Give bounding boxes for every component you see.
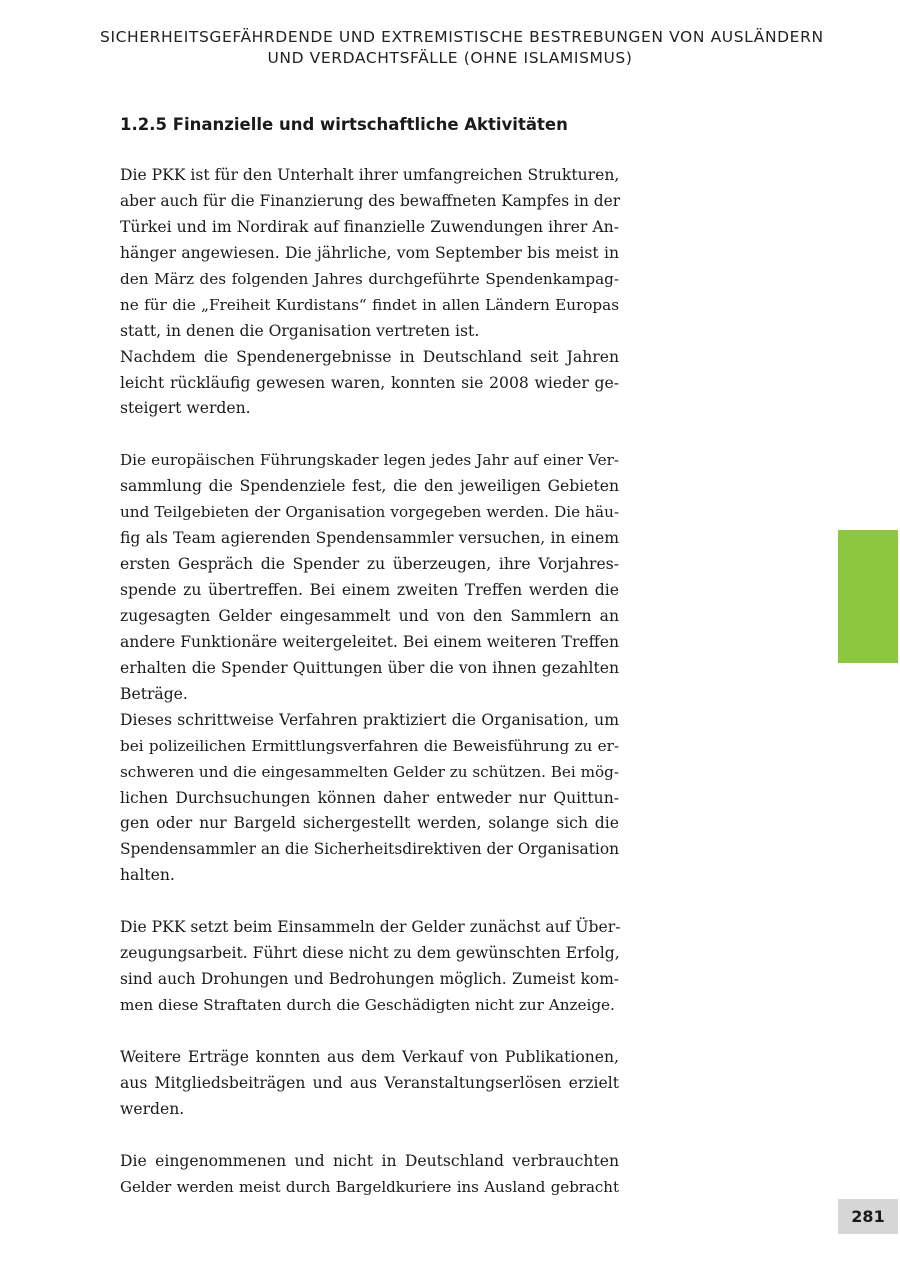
text-line: sammlung die Spendenziele fest, die den jeweiligen Gebieten bbox=[120, 477, 619, 496]
running-header bbox=[100, 27, 824, 69]
text-line: den März des folgenden Jahres durchgeführte Spendenkampag- bbox=[120, 269, 619, 288]
text-line: statt, in denen die Organisation vertreten ist. bbox=[120, 321, 480, 340]
text-line: gen oder nur Bargeld sichergestellt werden, solange sich die bbox=[120, 814, 619, 833]
text-line: erhalten die Spender Quittungen über die von ihnen gezahlten bbox=[120, 658, 619, 677]
text-line: leicht rückläufig gewesen waren, konnten sie 2008 wieder ge- bbox=[120, 373, 619, 392]
text-line: aus Mitgliedsbeiträgen und aus Veranstaltungserlösen erzielt bbox=[120, 1073, 619, 1092]
text-line: Weitere Erträge konnten aus dem Verkauf von Publikationen, bbox=[120, 1047, 619, 1066]
running-header-line-1: SICHERHEITSGEFÄHRDENDE UND EXTREMISTISCHE BESTREBUNGEN VON AUSLÄNDERN bbox=[100, 28, 824, 46]
paragraph bbox=[120, 915, 619, 1019]
text-line: Dieses schrittweise Verfahren praktiziert die Organisation, um bbox=[120, 710, 619, 729]
paragraph-gap bbox=[120, 1019, 619, 1045]
body-text bbox=[120, 163, 619, 1201]
text-line: Die PKK setzt beim Einsammeln der Gelder zunächst auf Über- bbox=[120, 918, 621, 937]
text-line: hänger angewiesen. Die jährliche, vom September bis meist in bbox=[120, 243, 619, 262]
text-line: Beträge. bbox=[120, 684, 188, 703]
text-line: halten. bbox=[120, 866, 175, 885]
text-line: ne für die „Freiheit Kurdistans“ findet in allen Ländern Europas bbox=[120, 295, 619, 314]
text-line: Spendensammler an die Sicherheitsdirektiven der Organisation bbox=[120, 840, 619, 859]
text-line: zeugungsarbeit. Führt diese nicht zu dem gewünschten Erfolg, bbox=[120, 944, 620, 963]
text-line: spende zu übertreffen. Bei einem zweiten Treffen werden die bbox=[120, 581, 619, 599]
paragraph-gap bbox=[120, 1123, 619, 1149]
text-line: lichen Durchsuchungen können daher entweder nur Quittun- bbox=[120, 788, 619, 807]
section-heading: 1.2.5 Finanzielle und wirtschaftliche Aktivitäten bbox=[120, 115, 568, 134]
text-line: sind auch Drohungen und Bedrohungen möglich. Zumeist kom- bbox=[120, 970, 619, 989]
text-line: fig als Team agierenden Spendensammler versuchen, in einem bbox=[120, 529, 619, 548]
text-line: ersten Gespräch die Spender zu überzeugen, ihre Vorjahres- bbox=[120, 555, 619, 574]
paragraph bbox=[120, 163, 619, 345]
paragraph-gap bbox=[120, 422, 619, 448]
text-line: bei polizeilichen Ermittlungsverfahren die Beweisführung zu er- bbox=[120, 736, 619, 755]
text-line: Gelder werden meist durch Bargeldkuriere ins Ausland gebracht bbox=[120, 1177, 619, 1196]
page-number: 281 bbox=[838, 1199, 898, 1234]
text-line: werden. bbox=[120, 1099, 185, 1118]
text-line: und Teilgebieten der Organisation vorgegeben werden. Die häu- bbox=[120, 503, 619, 522]
text-line: Die eingenommenen und nicht in Deutschland verbrauchten bbox=[120, 1151, 619, 1170]
chapter-thumb-tab bbox=[838, 530, 898, 663]
text-line: Türkei und im Nordirak auf finanzielle Zuwendungen ihrer An- bbox=[120, 217, 619, 236]
paragraph bbox=[120, 708, 619, 890]
paragraph bbox=[120, 345, 619, 423]
paragraph bbox=[120, 448, 619, 707]
paragraph bbox=[120, 1149, 619, 1201]
text-line: Die PKK ist für den Unterhalt ihrer umfangreichen Strukturen, bbox=[120, 166, 620, 184]
text-line: Nachdem die Spendenergebnisse in Deutschland seit Jahren bbox=[120, 347, 619, 366]
text-line: men diese Straftaten durch die Geschädigten nicht zur Anzeige. bbox=[120, 996, 615, 1014]
text-line: Die europäischen Führungskader legen jedes Jahr auf einer Ver- bbox=[120, 451, 619, 470]
text-line: zugesagten Gelder eingesammelt und von den Sammlern an bbox=[120, 606, 619, 625]
paragraph bbox=[120, 1045, 619, 1123]
running-header-line-2: UND VERDACHTSFÄLLE (OHNE ISLAMISMUS) bbox=[267, 49, 633, 67]
text-line: andere Funktionäre weitergeleitet. Bei einem weiteren Treffen bbox=[120, 632, 619, 651]
text-line: aber auch für die Finanzierung des bewaffneten Kampfes in der bbox=[120, 191, 621, 210]
paragraph-gap bbox=[120, 889, 619, 915]
text-line: schweren und die eingesammelten Gelder zu schützen. Bei mög- bbox=[120, 762, 619, 781]
text-line: steigert werden. bbox=[120, 399, 251, 418]
